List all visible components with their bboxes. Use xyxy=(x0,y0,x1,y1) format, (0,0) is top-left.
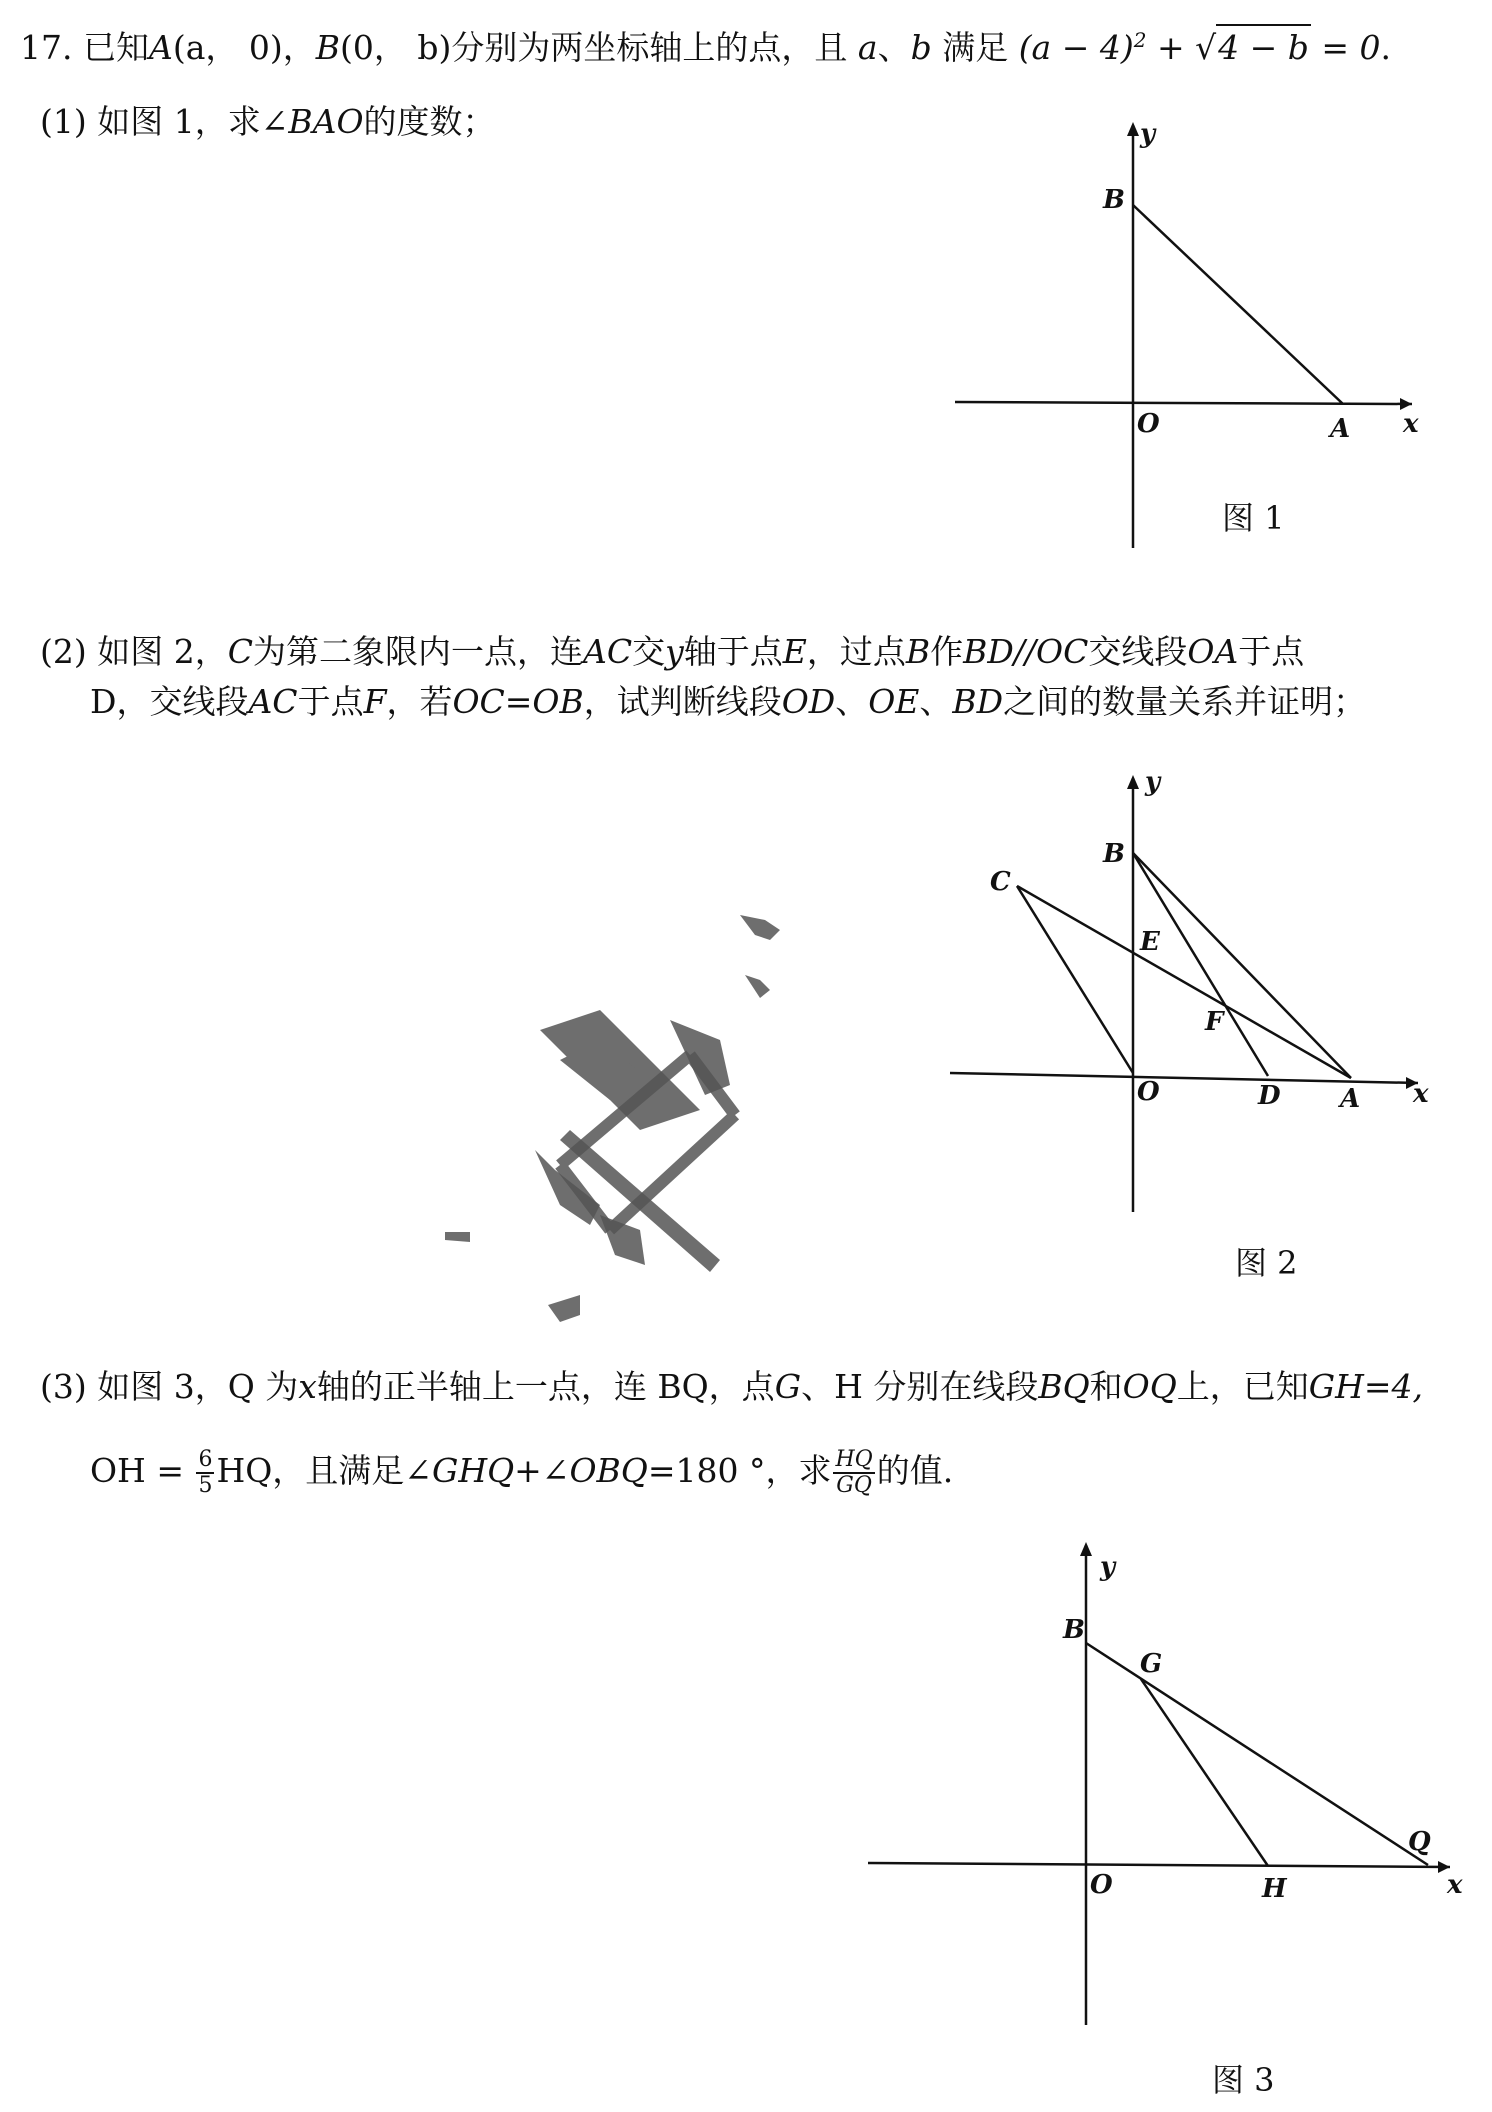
fraction-6-5: $\frac{6}{5}$ xyxy=(198,1447,213,1498)
fig3-label-y: y xyxy=(1100,1552,1116,1582)
fig2-label-c: C xyxy=(990,867,1011,897)
fig3-label-g: G xyxy=(1140,1649,1163,1679)
fig3-segment-bq xyxy=(1086,1643,1428,1865)
part3-question-line2: OH = $\frac{6}{5}$ HQ，且满足∠GHQ+∠OBQ=180 °，求 $\frac{HQ}{GQ}$ 的值. xyxy=(90,1447,954,1498)
fig3-caption: 图 3 xyxy=(1212,2061,1275,2099)
fig1-label-a: A xyxy=(1330,414,1351,444)
fig1-caption: 图 1 xyxy=(1222,499,1285,537)
part1-question: (1) 如图 1，求∠BAO的度数； xyxy=(40,102,496,141)
fig3-x-axis xyxy=(868,1863,1450,1867)
fig3-segment-gh xyxy=(1141,1679,1268,1866)
fig1-label-y: y xyxy=(1140,119,1156,149)
fig3-label-q: Q xyxy=(1408,1827,1431,1857)
fig2-label-x: x xyxy=(1413,1079,1429,1109)
fraction-hq-gq: $\frac{HQ}{GQ}$ xyxy=(835,1447,873,1498)
fig3-label-o: O xyxy=(1090,1870,1113,1900)
equation: $(a - 4)^2 + √4 - b = 0$ xyxy=(1019,28,1381,67)
fig3-label-h: H xyxy=(1262,1874,1287,1904)
fig1-label-o: O xyxy=(1137,409,1160,439)
fig2-label-e: E xyxy=(1140,927,1160,957)
part2-question-line2: D，交线段AC于点F，若OC=OB，试判断线段OD、OE、BD之间的数量关系并证明； xyxy=(90,682,1367,721)
fig3-label-b: B xyxy=(1063,1615,1085,1645)
fig2-label-o: O xyxy=(1137,1077,1160,1107)
fig3-y-arrow xyxy=(1080,1542,1092,1556)
fig1-label-b: B xyxy=(1103,185,1125,215)
problem-number: 17. xyxy=(20,28,73,67)
fig1-label-x: x xyxy=(1403,409,1419,439)
part2-question-line1: (2) 如图 2，C为第二象限内一点，连AC交y轴于点E，过点B作BD//OC交线段OA于点 xyxy=(40,632,1305,671)
fig2-label-a: A xyxy=(1340,1084,1361,1114)
fig3-label-x: x xyxy=(1447,1870,1463,1900)
fig2-label-d: D xyxy=(1258,1081,1281,1111)
fig2-caption: 图 2 xyxy=(1235,1244,1298,1282)
problem-statement: 17. 已知A(a， 0)，B(0， b)分别为两坐标轴上的点，且 a、b 满足 $(a - 4)^2 + √4 - b = 0$. xyxy=(20,18,1391,70)
fig2-label-f: F xyxy=(1205,1007,1224,1037)
part3-question-line1: (3) 如图 3，Q 为x轴的正半轴上一点，连 BQ，点G、H 分别在线段BQ和OQ上，已知GH=4, xyxy=(40,1367,1424,1406)
fig2-label-b: B xyxy=(1103,839,1125,869)
fig2-label-y: y xyxy=(1145,767,1161,797)
